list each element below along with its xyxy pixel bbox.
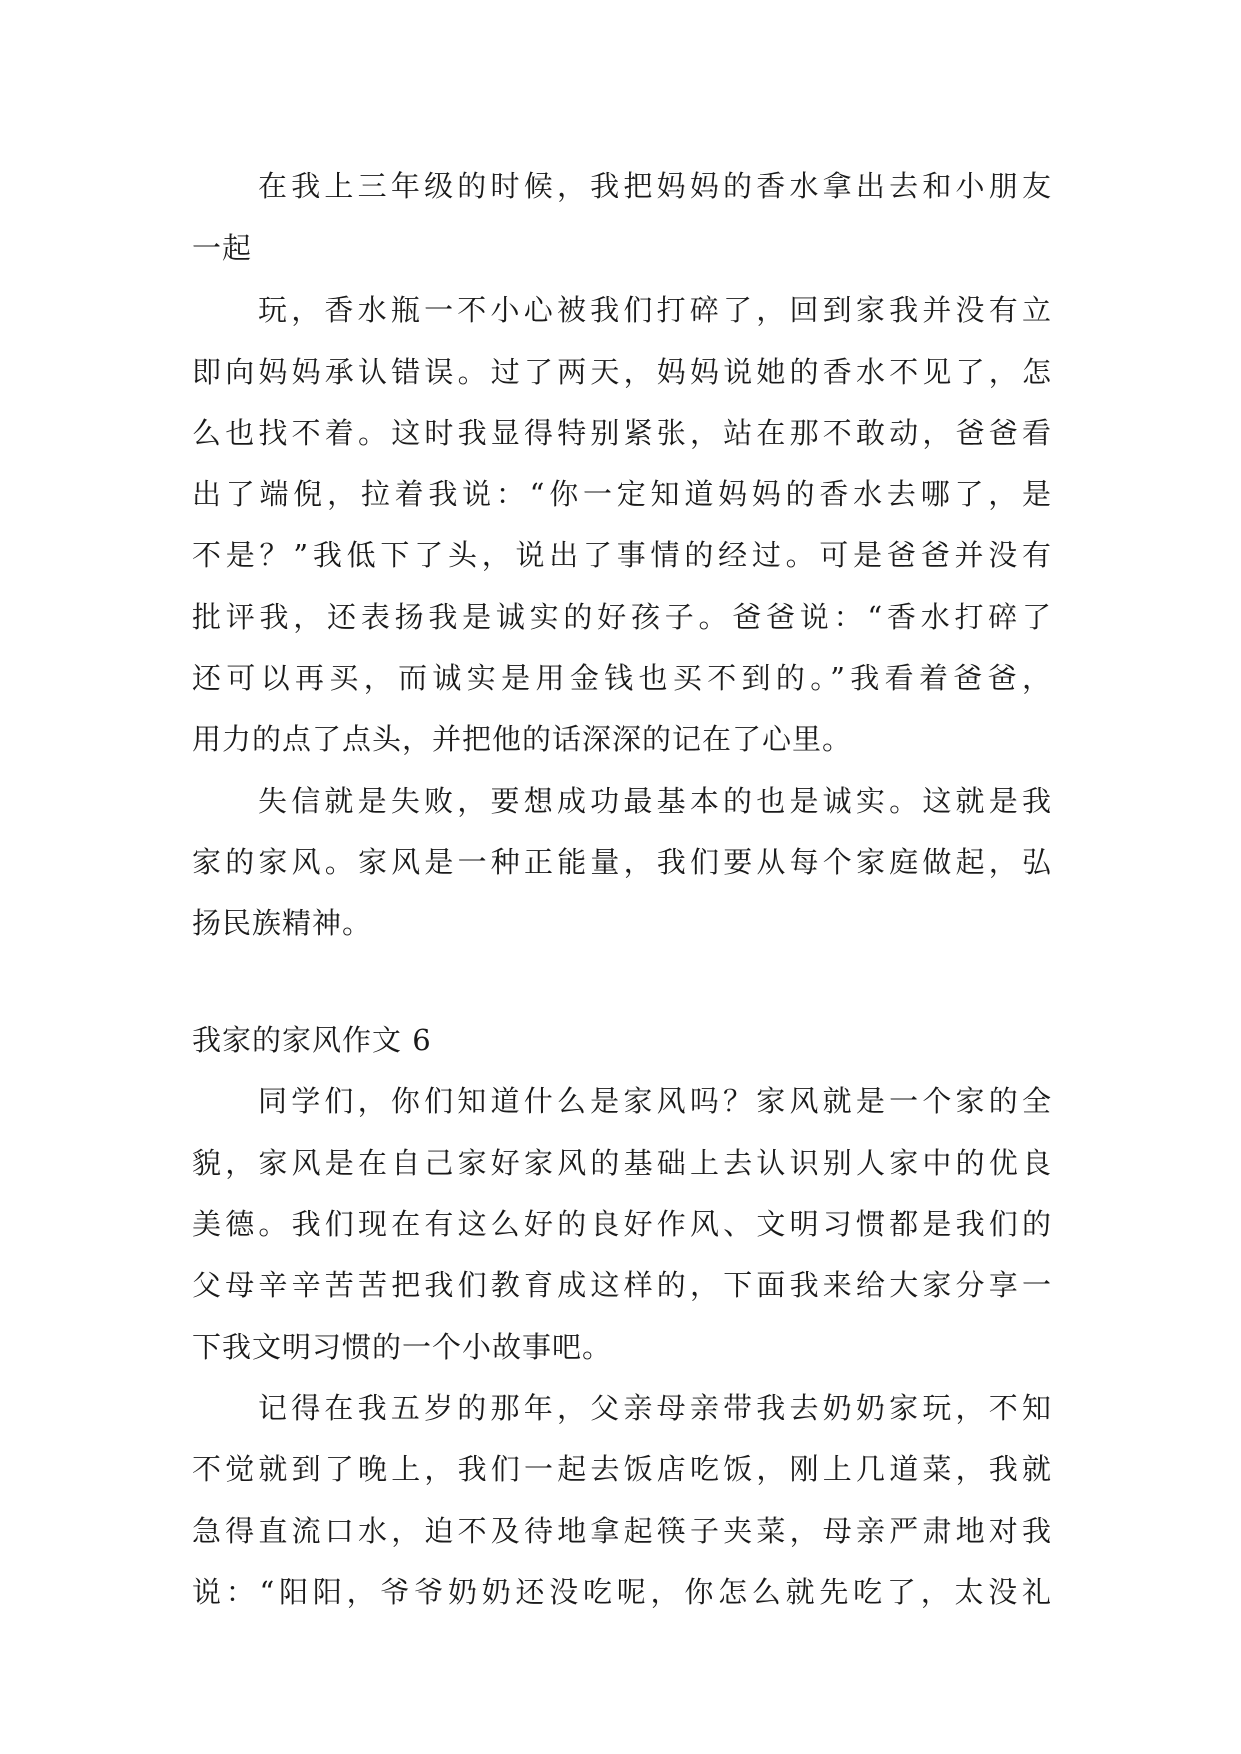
paragraph-line: 玩，香水瓶一不小心被我们打碎了，回到家我并没有立 — [258, 293, 1052, 327]
paragraph-line: 失信就是失败，要想成功最基本的也是诚实。这就是我 — [258, 784, 1052, 818]
paragraph-line: 不觉就到了晚上，我们一起去饭店吃饭，刚上几道菜，我就 — [192, 1452, 1052, 1486]
paragraph-line: 同学们，你们知道什么是家风吗？家风就是一个家的全 — [258, 1084, 1052, 1118]
paragraph-line: 父母辛辛苦苦把我们教育成这样的，下面我来给大家分享一 — [192, 1268, 1052, 1302]
paragraph-line: 急得直流口水，迫不及待地拿起筷子夹菜，母亲严肃地对我 — [192, 1514, 1052, 1548]
paragraph-line: 即向妈妈承认错误。过了两天，妈妈说她的香水不见了，怎 — [192, 355, 1052, 389]
paragraph-line: 在我上三年级的时候，我把妈妈的香水拿出去和小朋友 — [258, 169, 1052, 203]
section-heading: 我家的家风作文 6 — [192, 1023, 432, 1057]
paragraph-line: 家的家风。家风是一种正能量，我们要从每个家庭做起，弘 — [192, 845, 1052, 879]
paragraph-line: 貌，家风是在自己家好家风的基础上去认识别人家中的优良 — [192, 1146, 1052, 1180]
paragraph-line: 还可以再买，而诚实是用金钱也买不到的。”我看着爸爸， — [192, 661, 1052, 695]
paragraph-line: 扬民族精神。 — [192, 906, 373, 940]
paragraph-line: 不是？”我低下了头，说出了事情的经过。可是爸爸并没有 — [192, 538, 1052, 572]
paragraph-line: 美德。我们现在有这么好的良好作风、文明习惯都是我们的 — [192, 1207, 1052, 1241]
paragraph-line: 一起 — [192, 231, 253, 265]
paragraph-line: 出了端倪，拉着我说：“你一定知道妈妈的香水去哪了，是 — [192, 477, 1052, 511]
paragraph-line: 批评我，还表扬我是诚实的好孩子。爸爸说：“香水打碎了 — [192, 600, 1052, 634]
paragraph-line: 说：“阳阳，爷爷奶奶还没吃呢，你怎么就先吃了，太没礼 — [192, 1575, 1052, 1609]
paragraph-line: 记得在我五岁的那年，父亲母亲带我去奶奶家玩，不知 — [258, 1391, 1052, 1425]
paragraph-line: 么也找不着。这时我显得特别紧张，站在那不敢动，爸爸看 — [192, 416, 1052, 450]
paragraph-line: 下我文明习惯的一个小故事吧。 — [192, 1330, 613, 1364]
paragraph-line: 用力的点了点头，并把他的话深深的记在了心里。 — [192, 722, 853, 756]
